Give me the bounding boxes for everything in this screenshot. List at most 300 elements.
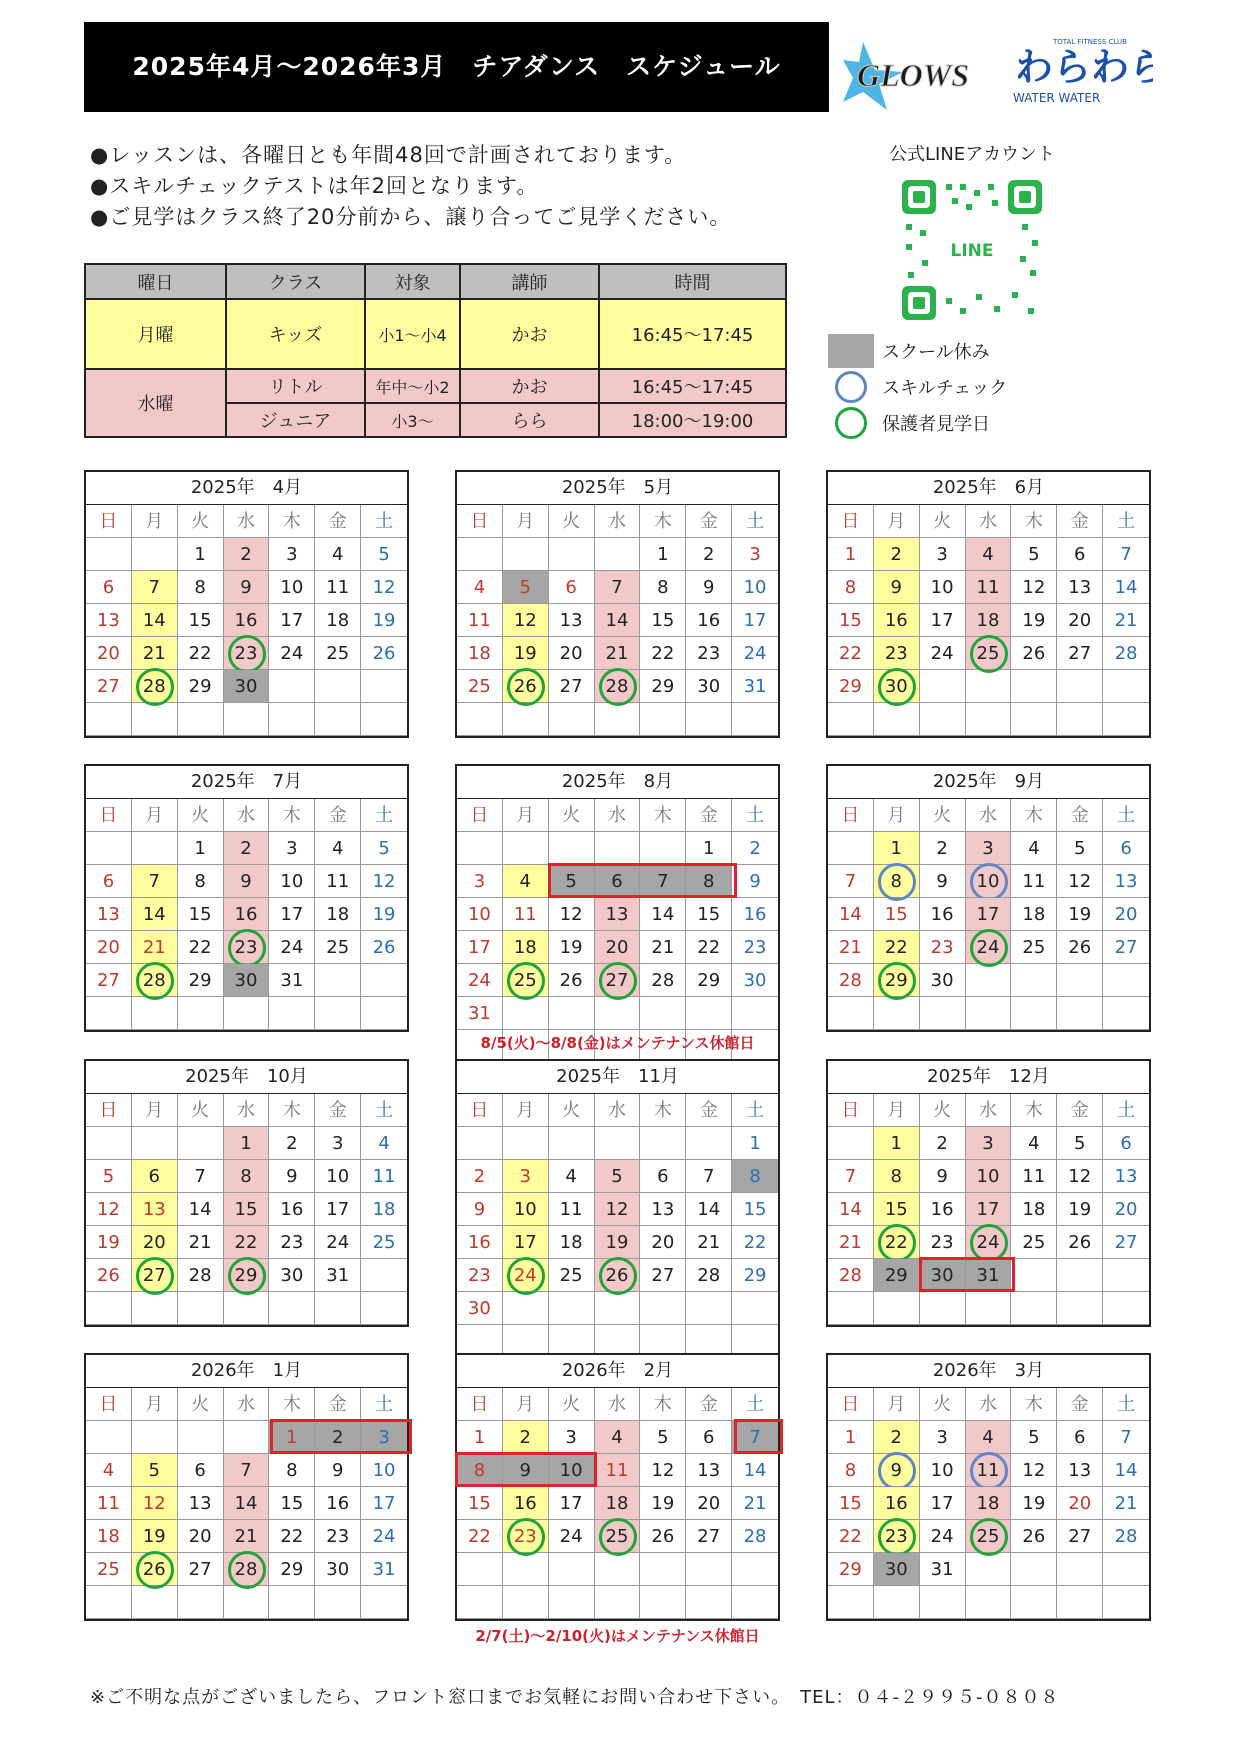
calendar-day <box>132 670 178 703</box>
day-number: 9 <box>890 577 902 598</box>
day-number: 26 <box>559 970 583 991</box>
calendar-title: 2025年 4月 <box>86 472 407 505</box>
calendar-day <box>828 637 874 670</box>
day-number: 9 <box>473 1199 486 1220</box>
calendar-day <box>1057 1160 1103 1193</box>
cell-day: 月曜 <box>85 299 226 369</box>
calendar-day <box>732 637 778 670</box>
calendar-day <box>686 832 732 865</box>
calendar-day <box>874 1193 920 1226</box>
day-number: 2 <box>331 1427 344 1448</box>
calendar-day <box>966 1520 1012 1553</box>
weekday-header: 水 <box>966 1388 1012 1421</box>
cell-target: 小3～ <box>365 403 460 437</box>
day-number: 21 <box>142 937 166 958</box>
calendar-day <box>732 865 778 898</box>
calendar-day <box>361 1193 407 1226</box>
calendar-day <box>1103 1520 1149 1553</box>
day-number: 20 <box>651 1232 675 1253</box>
day-number: 8 <box>194 577 206 598</box>
day-number: 17 <box>326 1199 350 1220</box>
calendar-empty-cell <box>686 1553 732 1586</box>
day-number: 4 <box>565 1166 577 1187</box>
day-number: 26 <box>1068 937 1092 958</box>
calendar-day <box>1011 1421 1057 1454</box>
day-number: 7 <box>148 577 160 598</box>
day-number: 22 <box>697 937 721 958</box>
day-number: 15 <box>188 610 212 631</box>
calendar-empty-cell <box>828 703 874 736</box>
day-number: 28 <box>234 1559 258 1580</box>
day-number: 23 <box>743 937 767 958</box>
day-number: 1 <box>844 544 857 565</box>
calendar-empty-cell <box>1011 1586 1057 1619</box>
calendar-day <box>178 604 224 637</box>
calendar-day <box>1103 571 1149 604</box>
day-number: 15 <box>280 1493 304 1514</box>
calendar-day <box>457 670 503 703</box>
calendar-day <box>549 571 595 604</box>
cell-class: ジュニア <box>226 403 365 437</box>
day-number: 23 <box>884 1526 908 1547</box>
calendar-empty-cell <box>178 1127 224 1160</box>
calendar-day <box>595 1421 641 1454</box>
calendar-empty-cell <box>1103 997 1149 1030</box>
calendar-empty-cell <box>1103 964 1149 997</box>
calendar-day <box>1103 1226 1149 1259</box>
calendar-day <box>966 571 1012 604</box>
cell-day: 水曜 <box>85 369 226 437</box>
weekday-header: 火 <box>920 505 966 538</box>
calendar-empty-cell <box>361 1586 407 1619</box>
calendar-day <box>86 931 132 964</box>
calendar-day <box>920 1487 966 1520</box>
day-number: 3 <box>286 544 298 565</box>
calendar-empty-cell <box>966 1586 1012 1619</box>
day-number: 25 <box>605 1526 629 1547</box>
calendar-day <box>503 670 549 703</box>
calendar-day <box>1057 865 1103 898</box>
calendar-empty-cell <box>86 1292 132 1325</box>
day-number: 2 <box>702 544 715 565</box>
day-number: 11 <box>96 1493 120 1514</box>
weekday-header: 土 <box>732 1388 778 1421</box>
weekday-header: 土 <box>732 799 778 832</box>
calendar-day <box>874 865 920 898</box>
day-number: 21 <box>838 1232 862 1253</box>
calendar-day <box>1057 832 1103 865</box>
calendar-empty-cell <box>549 832 595 865</box>
day-number: 30 <box>884 1559 908 1580</box>
weekday-header: 月 <box>503 1094 549 1127</box>
calendar-day <box>361 832 407 865</box>
calendar-empty-cell <box>595 703 641 736</box>
calendar-day <box>361 604 407 637</box>
calendar-day <box>920 964 966 997</box>
day-number: 17 <box>976 1199 1000 1220</box>
weekday-header: 日 <box>86 1094 132 1127</box>
calendar-day <box>178 1454 224 1487</box>
calendar-day <box>1103 931 1149 964</box>
day-number: 10 <box>559 1460 583 1481</box>
weekday-header: 土 <box>732 1094 778 1127</box>
month-calendar <box>826 1353 1151 1621</box>
calendar-empty-cell <box>640 703 686 736</box>
day-number: 6 <box>1120 838 1132 859</box>
calendar-day <box>1057 1421 1103 1454</box>
day-number: 24 <box>280 937 304 958</box>
calendar-day <box>1011 637 1057 670</box>
calendar-empty-cell <box>86 1586 132 1619</box>
weekday-header: 土 <box>1103 1094 1149 1127</box>
weekday-header: 土 <box>361 1094 407 1127</box>
weekday-header: 金 <box>315 1094 361 1127</box>
blue-circle-icon <box>828 372 874 402</box>
calendar-day <box>549 931 595 964</box>
day-number: 22 <box>467 1526 491 1547</box>
day-number: 4 <box>378 1133 390 1154</box>
calendar-empty-cell <box>549 1127 595 1160</box>
calendar-grid <box>457 1388 778 1619</box>
calendar-day <box>86 604 132 637</box>
calendar-title: 2026年 2月 <box>457 1355 778 1388</box>
calendar-day <box>874 964 920 997</box>
calendar-day <box>686 604 732 637</box>
calendar-day <box>874 571 920 604</box>
calendar-day <box>269 1454 315 1487</box>
calendar-day <box>178 898 224 931</box>
day-number: 9 <box>702 577 715 598</box>
calendar-empty-cell <box>86 703 132 736</box>
calendar-day <box>132 898 178 931</box>
calendar-day <box>1103 1160 1149 1193</box>
calendar-day <box>361 1553 407 1586</box>
day-number: 14 <box>651 904 675 925</box>
day-number: 14 <box>142 904 166 925</box>
calendar-day <box>503 1193 549 1226</box>
cell-teacher: かお <box>460 369 599 403</box>
day-number: 7 <box>844 871 857 892</box>
day-number: 13 <box>96 904 120 925</box>
day-number: 28 <box>697 1265 721 1286</box>
calendar-empty-cell <box>269 997 315 1030</box>
calendar-grid <box>828 505 1149 736</box>
day-number: 2 <box>240 544 252 565</box>
weekday-header: 水 <box>595 799 641 832</box>
day-number: 30 <box>930 1265 954 1286</box>
day-number: 15 <box>884 1199 908 1220</box>
calendar-empty-cell <box>503 538 549 571</box>
line-qr-code[interactable] <box>902 180 1042 320</box>
day-number: 5 <box>565 871 577 892</box>
day-number: 2 <box>936 1133 948 1154</box>
day-number: 31 <box>372 1559 396 1580</box>
calendar-day <box>224 1259 270 1292</box>
weekday-header: 土 <box>1103 799 1149 832</box>
calendar-day <box>224 637 270 670</box>
day-number: 10 <box>372 1460 396 1481</box>
calendar-day <box>86 637 132 670</box>
day-number: 6 <box>1120 1133 1132 1154</box>
calendar-day <box>269 1487 315 1520</box>
calendar-day <box>224 1454 270 1487</box>
calendar-empty-cell <box>457 1586 503 1619</box>
calendar-empty-cell <box>86 997 132 1030</box>
day-number: 14 <box>743 1460 767 1481</box>
day-number: 14 <box>234 1493 258 1514</box>
calendar-day <box>457 1193 503 1226</box>
weekday-header: 水 <box>224 1388 270 1421</box>
calendar-day <box>640 604 686 637</box>
day-number: 13 <box>96 610 120 631</box>
calendar-day <box>178 1520 224 1553</box>
day-number: 17 <box>372 1493 396 1514</box>
calendar-empty-cell <box>457 1127 503 1160</box>
day-number: 25 <box>96 1559 120 1580</box>
calendar-day <box>920 931 966 964</box>
calendar-empty-cell <box>86 1127 132 1160</box>
weekday-header: 水 <box>224 799 270 832</box>
day-number: 18 <box>976 610 1000 631</box>
calendar-day <box>457 1487 503 1520</box>
calendar-day <box>828 1520 874 1553</box>
weekday-header: 金 <box>1057 1094 1103 1127</box>
table-row <box>85 369 786 403</box>
calendar-day <box>178 832 224 865</box>
calendar-day <box>86 1259 132 1292</box>
day-number: 18 <box>326 904 350 925</box>
calendar-day <box>361 571 407 604</box>
day-number: 16 <box>280 1199 304 1220</box>
weekday-header: 金 <box>1057 799 1103 832</box>
line-title: 公式LINEアカウント <box>889 144 1055 165</box>
day-number: 26 <box>605 1265 629 1286</box>
note-item: ●スキルチェックテストは年2回となります。 <box>90 174 539 198</box>
calendar-day <box>457 1292 503 1325</box>
day-number: 6 <box>611 871 623 892</box>
day-number: 22 <box>838 1526 862 1547</box>
calendar-day <box>315 1553 361 1586</box>
day-number: 30 <box>467 1298 491 1319</box>
calendar-empty-cell <box>178 1586 224 1619</box>
day-number: 19 <box>142 1526 166 1547</box>
calendar-day <box>1011 1487 1057 1520</box>
day-number: 3 <box>378 1427 390 1448</box>
calendar-empty-cell <box>457 832 503 865</box>
day-number: 22 <box>743 1232 767 1253</box>
calendar-empty-cell <box>503 832 549 865</box>
page-title: 2025年4月～2026年3月 チアダンス スケジュール <box>84 22 829 112</box>
grey-square-icon <box>828 336 874 366</box>
calendar-day <box>315 604 361 637</box>
weekday-header: 水 <box>966 1094 1012 1127</box>
calendar-empty-cell <box>269 1586 315 1619</box>
calendar-empty-cell <box>686 1586 732 1619</box>
day-number: 30 <box>743 970 767 991</box>
day-number: 16 <box>326 1493 350 1514</box>
calendar-empty-cell <box>1057 1292 1103 1325</box>
calendar-day <box>549 1520 595 1553</box>
day-number: 12 <box>605 1199 629 1220</box>
calendar-empty-cell <box>920 1586 966 1619</box>
calendar-day <box>920 898 966 931</box>
weekday-header: 火 <box>920 1094 966 1127</box>
calendar-title: 2026年 3月 <box>828 1355 1149 1388</box>
calendar-day <box>828 571 874 604</box>
calendar-day <box>828 1487 874 1520</box>
calendar-day <box>595 1160 641 1193</box>
calendar-day <box>828 1193 874 1226</box>
day-number: 15 <box>188 904 212 925</box>
calendar-day <box>361 1127 407 1160</box>
day-number: 17 <box>280 610 304 631</box>
day-number: 8 <box>702 871 715 892</box>
calendar-day <box>595 1226 641 1259</box>
day-number: 5 <box>1073 838 1086 859</box>
calendar-day <box>315 832 361 865</box>
calendar-day <box>686 1487 732 1520</box>
month-calendar <box>455 1059 780 1360</box>
weekday-header: 日 <box>457 799 503 832</box>
calendar-day <box>874 832 920 865</box>
calendar-day <box>224 1193 270 1226</box>
calendar-day <box>732 898 778 931</box>
day-number: 6 <box>194 1460 206 1481</box>
calendar-day <box>686 538 732 571</box>
day-number: 3 <box>982 838 994 859</box>
calendar-day <box>920 538 966 571</box>
calendar-day <box>686 898 732 931</box>
day-number: 3 <box>286 838 298 859</box>
day-number: 12 <box>372 577 396 598</box>
calendar-title: 2025年 7月 <box>86 766 407 799</box>
brand-logo <box>843 32 1153 112</box>
day-number: 17 <box>467 937 491 958</box>
calendar-title: 2026年 1月 <box>86 1355 407 1388</box>
legend-parent-label: 保護者見学日 <box>882 414 990 435</box>
calendar-day <box>1011 898 1057 931</box>
calendar-day <box>503 1487 549 1520</box>
calendar-empty-cell <box>361 964 407 997</box>
calendar-empty-cell <box>1103 1553 1149 1586</box>
calendar-day <box>732 1487 778 1520</box>
calendar-day <box>132 604 178 637</box>
weekday-header: 日 <box>457 1388 503 1421</box>
calendar-empty-cell <box>224 1421 270 1454</box>
calendar-title: 2025年 8月 <box>457 766 778 799</box>
day-number: 28 <box>142 970 166 991</box>
calendar-day <box>457 931 503 964</box>
calendar-day <box>732 571 778 604</box>
logo-graphic <box>843 32 1153 112</box>
calendar-day <box>549 1487 595 1520</box>
calendar-day <box>361 931 407 964</box>
legend-closed-label: スクール休み <box>882 342 990 363</box>
calendar-day <box>132 1160 178 1193</box>
calendar-grid <box>828 1388 1149 1619</box>
calendar-day <box>178 931 224 964</box>
day-number: 27 <box>697 1526 721 1547</box>
day-number: 3 <box>982 1133 994 1154</box>
green-circle-icon <box>828 408 874 438</box>
calendar-day <box>828 538 874 571</box>
calendar-day <box>1011 604 1057 637</box>
calendar-empty-cell <box>1057 670 1103 703</box>
cell-time: 16:45～17:45 <box>599 299 786 369</box>
day-number: 22 <box>280 1526 304 1547</box>
day-number: 22 <box>234 1232 258 1253</box>
calendar-day <box>132 1259 178 1292</box>
day-number: 21 <box>234 1526 258 1547</box>
class-table-header <box>85 264 786 299</box>
calendar-day <box>966 1127 1012 1160</box>
weekday-header: 木 <box>1011 1388 1057 1421</box>
calendar-day <box>640 1487 686 1520</box>
day-number: 10 <box>976 871 1000 892</box>
day-number: 25 <box>559 1265 583 1286</box>
calendar-day <box>874 538 920 571</box>
calendar-day <box>828 1259 874 1292</box>
day-number: 12 <box>1022 577 1046 598</box>
day-number: 6 <box>148 1166 160 1187</box>
weekday-header: 木 <box>269 505 315 538</box>
calendar-day <box>595 571 641 604</box>
calendar-day <box>224 571 270 604</box>
day-number: 13 <box>188 1493 212 1514</box>
weekday-header: 土 <box>361 799 407 832</box>
day-number: 11 <box>1022 871 1046 892</box>
calendar-grid <box>86 799 407 1030</box>
day-number: 4 <box>519 871 531 892</box>
weekday-header: 土 <box>361 505 407 538</box>
calendar-empty-cell <box>732 1292 778 1325</box>
day-number: 1 <box>844 1427 857 1448</box>
day-number: 11 <box>605 1460 629 1481</box>
day-number: 12 <box>96 1199 120 1220</box>
calendar-day <box>920 1226 966 1259</box>
calendar-day <box>457 1259 503 1292</box>
day-number: 22 <box>884 1232 908 1253</box>
calendar-empty-cell <box>1057 997 1103 1030</box>
calendar-day <box>640 898 686 931</box>
day-number: 7 <box>1120 1427 1132 1448</box>
calendar-day <box>966 832 1012 865</box>
calendar-day <box>315 865 361 898</box>
calendar-empty-cell <box>966 1292 1012 1325</box>
cell-teacher: らら <box>460 403 599 437</box>
calendar-empty-cell <box>732 1586 778 1619</box>
day-number: 29 <box>884 970 908 991</box>
weekday-header: 火 <box>920 799 966 832</box>
calendar-empty-cell <box>1011 670 1057 703</box>
day-number: 7 <box>749 1427 761 1448</box>
calendar-title: 2025年 10月 <box>86 1061 407 1094</box>
day-number: 25 <box>326 643 350 664</box>
day-number: 11 <box>372 1166 396 1187</box>
day-number: 8 <box>844 577 857 598</box>
calendar-empty-cell <box>503 997 549 1030</box>
day-number: 18 <box>513 937 537 958</box>
day-number: 27 <box>96 970 120 991</box>
day-number: 29 <box>651 676 675 697</box>
calendar-empty-cell <box>315 1586 361 1619</box>
weekday-header: 月 <box>503 799 549 832</box>
day-number: 27 <box>605 970 629 991</box>
calendar-day <box>132 931 178 964</box>
day-number: 26 <box>1022 1526 1046 1547</box>
day-number: 8 <box>194 871 206 892</box>
calendar-empty-cell <box>1103 1259 1149 1292</box>
